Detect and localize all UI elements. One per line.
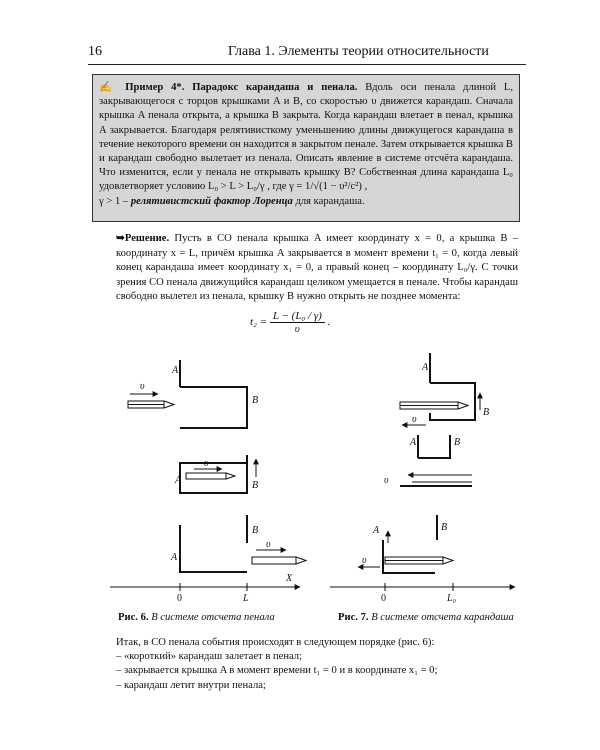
fig6-label-v: υ [140, 381, 145, 392]
caption-fig6 [118, 612, 275, 623]
fig7-panel-3 [330, 515, 515, 591]
fig6-panel-3 [110, 515, 306, 591]
fig6-panel-2 [180, 455, 259, 493]
example-box [92, 74, 520, 222]
fig6-label-X: X [286, 573, 293, 584]
pencil-leaving [252, 557, 306, 564]
lorentz-suffix: для карандаша. [295, 195, 365, 207]
caption-fig6-number: Рис. 6. [118, 612, 149, 623]
formula-t2 [250, 310, 330, 335]
solution-paragraph [116, 232, 518, 305]
pencil-inside [186, 473, 235, 479]
formula-fraction [270, 310, 325, 335]
fig6-mid-label-B: B [252, 480, 259, 491]
fig6-bot-label-B: B [252, 525, 259, 536]
fig7-bot-label-B: B [441, 522, 448, 533]
example-title: ✍ Пример 4*. Парадокс карандаша и пенала. [99, 82, 358, 93]
conclusion-intro: Итак, в СО пенала события происходят в следующем порядке (рис. 6): [116, 637, 435, 648]
conclusion-item: – закрывается крышка A в момент времени t₁ = 0 и в координате x₁ = 0; [116, 665, 438, 677]
fig6-bot-label-v: υ [266, 539, 271, 550]
lorentz-term: релятивистский фактор Лоренца [130, 195, 293, 207]
lorentz-prefix: γ > 1 – [99, 195, 129, 207]
fig7-mid-label-v: υ [384, 475, 389, 486]
fig7-bot-label-A: A [373, 525, 380, 536]
figures-6-7 [100, 345, 520, 607]
fig7-label-A: A [422, 362, 429, 373]
pencil-rest-3 [385, 557, 453, 564]
fig7-bot-label-v: υ [362, 555, 367, 566]
solution-text: Пусть в СО пенала крышка A имеет координату x = 0, а крышка B – координату x = L, причём крышка A закрывается в момент времени t₁ = 0, когда левый конец карандаша имеет координату x₁ = 0, а правый конец – координату L₀/γ. С точки зрения СО пенала движущийся карандаш целиком умещается в пенале. Чтобы карандаш свободно вылетел из пенала, крышку B нужно открыть не позднее момента: [116, 233, 518, 302]
fig7-label-B: B [483, 407, 490, 418]
formula-numerator: L − (L₀ / γ) [270, 310, 325, 323]
conclusion-item: – карандаш летит внутри пенала; [116, 679, 266, 691]
caption-fig6-text: В системе отсчета пенала [151, 612, 275, 623]
fig6-mid-label-v: υ [204, 458, 209, 469]
caption-fig7-number: Рис. 7. [338, 612, 369, 623]
example-text: Вдоль оси пенала длиной L, закрывающегося с торцов крышками A и B, со скоростью υ движется карандаш. Сначала крышка A пенала открыта, а крышка B закрыта. Когда карандаш влетает в пенал, крышка A закрывается. Благодаря релятивисткому уменьшению длины движущегося карандаша в течение некоторого времени он находится в закрытом пенале. Затем открывается крышка B и карандаш свободно вылетает из пенала. Описать явление в системе отсчёта карандаша. Что изменится, если у пенала не открывать крышку B? Собственная длина карандаша L₀ удовлетворяет условию L₀ > L > L₀/γ , где γ = 1/√(1 − υ²/c²) , [99, 82, 514, 193]
solution-title: ➥Решение. [116, 233, 170, 244]
fig7-label-v: υ [412, 414, 417, 425]
fig6-mid-label-A: A [175, 475, 182, 486]
page-header [88, 42, 526, 65]
fig6-bot-label-A: A [171, 552, 178, 563]
fig6-label-B: B [252, 395, 259, 406]
fig6-panel-1 [128, 360, 247, 428]
page-number: 16 [88, 44, 102, 59]
conclusion-item: – «короткий» карандаш залетает в пенал; [116, 651, 303, 663]
case-body [180, 387, 247, 428]
pencil [128, 401, 174, 408]
fig6-tick-0: 0 [177, 593, 182, 604]
fig6-tick-L: L [243, 593, 249, 604]
formula-tail: . [327, 316, 331, 329]
fig6-label-A: A [172, 365, 179, 376]
caption-fig7 [338, 612, 514, 623]
fig7-mid-label-B: B [454, 437, 461, 448]
fig7-mid-label-A: A [410, 437, 417, 448]
formula-lhs: t₂ = [250, 316, 268, 329]
formula-denominator: υ [294, 323, 300, 335]
pencil-rest-1 [400, 402, 468, 409]
chapter-title: Глава 1. Элементы теории относительности [228, 44, 489, 59]
conclusion-text [116, 636, 516, 693]
fig7-tick-L0: L₀ [447, 593, 457, 604]
fig7-tick-0: 0 [381, 593, 386, 604]
caption-fig7-text: В системе отсчета карандаша [371, 612, 514, 623]
